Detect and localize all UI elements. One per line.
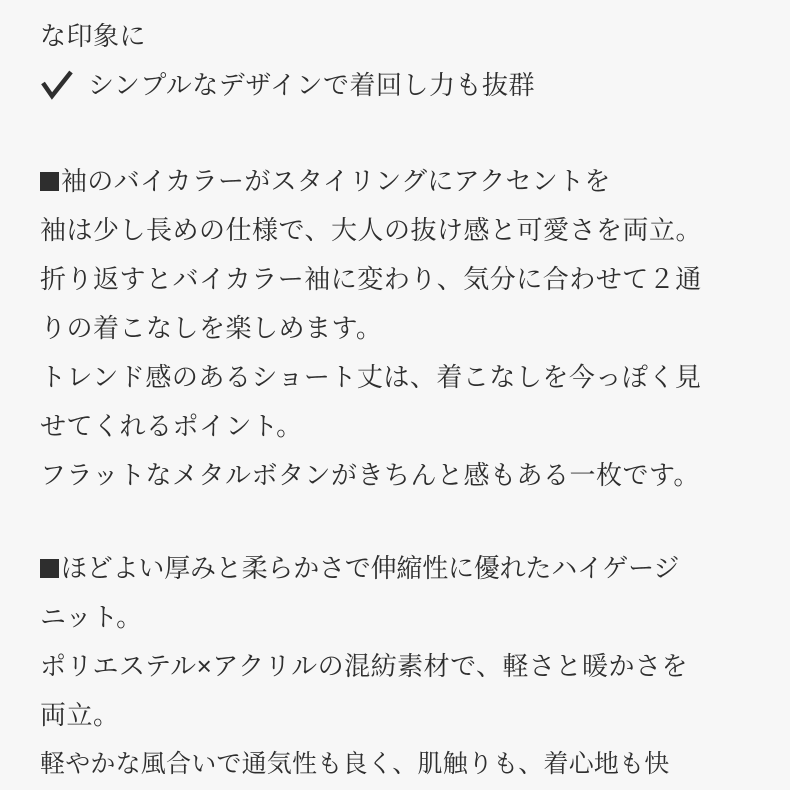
section-1-line-2: 折り返すとバイカラー袖に変わり、気分に合わせて２通 bbox=[40, 264, 702, 294]
check-feature-text: シンプルなデザインで着回し力も抜群 bbox=[88, 70, 535, 100]
section-2-line-1: ニット。 bbox=[40, 602, 143, 632]
paragraph-spacer-2 bbox=[40, 500, 750, 544]
section-sleeve-bicolor bbox=[40, 157, 750, 500]
section-2-line-4: 軽やかな風合いで通気性も良く、肌触りも、着心地も快 bbox=[40, 750, 670, 778]
black-square-bullet-icon bbox=[40, 172, 59, 191]
section-2-line-3: 両立。 bbox=[40, 700, 120, 730]
paragraph-spacer-1 bbox=[40, 110, 750, 157]
section-1-line-3: りの着こなしを楽しめます。 bbox=[40, 313, 383, 343]
black-square-bullet-icon-2 bbox=[40, 559, 59, 578]
intro-block bbox=[40, 12, 750, 110]
check-mark-icon bbox=[40, 69, 74, 103]
section-1-line-1: 袖は少し長めの仕様で、大人の抜け感と可愛さを両立。 bbox=[40, 215, 702, 245]
section-knit-material bbox=[40, 544, 750, 789]
section-1-line-6: フラットなメタルボタンがきちんと感もある一枚です。 bbox=[40, 460, 700, 490]
section-1-heading-row bbox=[40, 157, 750, 206]
section-1-heading: 袖のバイカラーがスタイリングにアクセントを bbox=[61, 166, 611, 196]
section-1-line-5: せてくれるポイント。 bbox=[40, 411, 303, 441]
section-2-line-2: ポリエステル×アクリルの混紡素材で、軽さと暖かさを bbox=[40, 651, 689, 681]
intro-line-1: な印象に bbox=[40, 21, 147, 51]
check-feature-item bbox=[40, 61, 750, 110]
section-1-line-4: トレンド感のあるショート丈は、着こなしを今っぽく見 bbox=[40, 362, 702, 392]
section-2-heading: ほどよい厚みと柔らかさで伸縮性に優れたハイゲージ bbox=[61, 553, 680, 583]
section-2-heading-row bbox=[40, 544, 750, 593]
